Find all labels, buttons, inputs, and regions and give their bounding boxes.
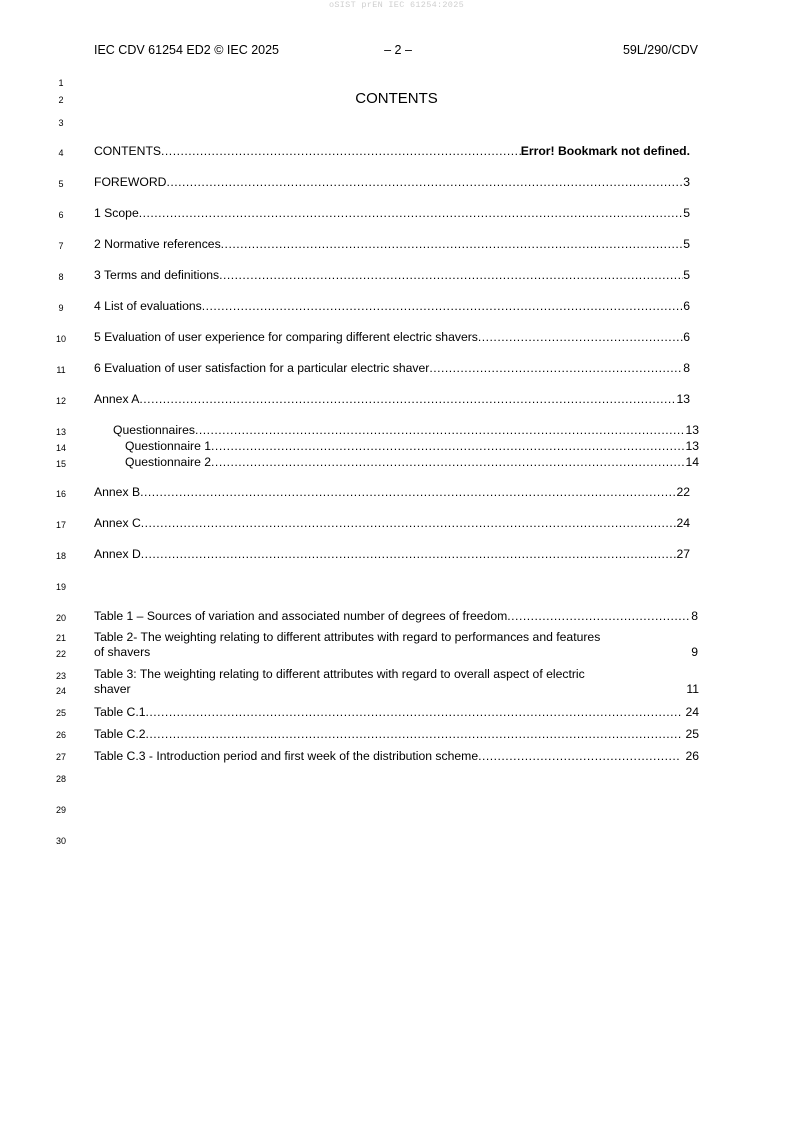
table-entry-title-line1: Table 3: The weighting relating to different attributes with regard to overall aspect of electric <box>94 667 585 681</box>
line-number: 26 <box>55 730 66 740</box>
line-number: 5 <box>58 179 64 189</box>
toc-entry-annex-d[interactable] <box>94 547 690 562</box>
dot-leader <box>195 423 685 438</box>
toc-entry-page: 13 <box>676 392 690 406</box>
toc-entry-title: 6 Evaluation of user satisfaction for a particular electric shaver <box>94 361 430 375</box>
table-entry-page: 9 <box>691 645 698 659</box>
table-entry-title: Table C.3 - Introduction period and first week of the distribution scheme <box>94 749 479 763</box>
table-entry-page: 25 <box>685 727 699 741</box>
line-number: 15 <box>55 459 66 469</box>
dot-leader <box>139 206 683 221</box>
dot-leader <box>507 609 691 624</box>
table-entry-table-2[interactable] <box>94 630 698 660</box>
watermark: oSIST prEN IEC 61254:2025 <box>328 0 465 10</box>
line-number: 8 <box>58 272 64 282</box>
toc-entry-title: Annex D <box>94 547 141 561</box>
line-number: 24 <box>55 686 66 696</box>
line-number: 16 <box>55 489 66 499</box>
toc-entry-title: CONTENTS <box>94 144 162 158</box>
line-number: 14 <box>55 443 66 453</box>
toc-entry-questionnaires[interactable] <box>113 423 699 438</box>
table-entry-table-3[interactable] <box>94 667 699 697</box>
table-entry-page: 8 <box>691 609 698 623</box>
dot-leader <box>219 268 683 283</box>
line-number: 13 <box>55 427 66 437</box>
toc-entry-questionnaire-1[interactable] <box>125 439 699 454</box>
table-entry-title: Table C.1 <box>94 705 146 719</box>
table-entry-page: 24 <box>685 705 699 719</box>
table-entry-table-c2[interactable] <box>94 727 699 742</box>
header-document-id: IEC CDV 61254 ED2 © IEC 2025 <box>94 43 279 57</box>
toc-entry-page: 24 <box>676 516 690 530</box>
table-entry-title-line1: Table 2- The weighting relating to different attributes with regard to performances and features <box>94 630 601 644</box>
line-number: 4 <box>58 148 64 158</box>
toc-entry-contents[interactable] <box>94 144 690 159</box>
line-number: 23 <box>55 671 66 681</box>
toc-entry-scope[interactable] <box>94 206 690 221</box>
table-entry-page: 11 <box>686 682 699 696</box>
toc-entry-normative-references[interactable] <box>94 237 690 252</box>
toc-entry-list-of-evaluations[interactable] <box>94 299 690 314</box>
toc-entry-title: 2 Normative references <box>94 237 221 251</box>
table-entry-table-1[interactable] <box>94 609 698 624</box>
line-number: 12 <box>55 396 66 406</box>
toc-entry-page: 14 <box>685 455 699 469</box>
dot-leader <box>202 299 683 314</box>
line-number: 11 <box>56 365 66 375</box>
line-number: 29 <box>55 805 66 815</box>
toc-entry-annex-c[interactable] <box>94 516 690 531</box>
toc-entry-foreword[interactable] <box>94 175 690 190</box>
toc-entry-title: FOREWORD <box>94 175 167 189</box>
table-entry-table-c1[interactable] <box>94 705 699 720</box>
toc-entry-user-satisfaction[interactable] <box>94 361 690 376</box>
line-number: 1 <box>58 78 64 88</box>
line-number: 17 <box>55 520 66 530</box>
toc-entry-title: Questionnaires <box>113 423 195 437</box>
toc-entry-title: Annex A <box>94 392 140 406</box>
toc-entry-page: 3 <box>683 175 690 189</box>
dot-leader <box>139 392 676 407</box>
line-number: 19 <box>55 582 66 592</box>
dot-leader <box>221 237 684 252</box>
line-number: 3 <box>58 118 64 128</box>
line-number: 2 <box>58 95 64 105</box>
dot-leader <box>141 516 677 531</box>
line-number: 7 <box>58 241 64 251</box>
table-entry-title-line2: shaver <box>94 682 131 696</box>
table-entry-title: Table 1 – Sources of variation and associated number of degrees of freedom <box>94 609 508 623</box>
toc-entry-questionnaire-2[interactable] <box>125 455 699 470</box>
toc-entry-title: Annex C <box>94 516 141 530</box>
toc-entry-page: 27 <box>676 547 690 561</box>
dot-leader <box>429 361 683 376</box>
toc-entry-page: 5 <box>683 206 690 220</box>
toc-entry-title: 4 List of evaluations <box>94 299 202 313</box>
line-number: 25 <box>55 708 66 718</box>
line-number: 9 <box>58 303 64 313</box>
toc-entry-page: 22 <box>676 485 690 499</box>
line-number: 30 <box>55 836 66 846</box>
toc-entry-title: Questionnaire 1 <box>125 439 212 453</box>
table-entry-table-c3[interactable] <box>94 749 699 764</box>
table-entry-title-line2: of shavers <box>94 645 151 659</box>
dot-leader <box>140 485 676 500</box>
toc-entry-title: 1 Scope <box>94 206 139 220</box>
table-entry-page: 26 <box>685 749 699 763</box>
toc-entry-title: 3 Terms and definitions <box>94 268 220 282</box>
dot-leader <box>146 727 682 742</box>
toc-entry-title: Annex B <box>94 485 141 499</box>
toc-entry-page: 6 <box>683 330 690 344</box>
dot-leader <box>161 144 521 159</box>
dot-leader <box>211 439 685 454</box>
toc-entry-page: Error! Bookmark not defined. <box>520 144 690 158</box>
toc-entry-page: 13 <box>685 439 699 453</box>
toc-entry-annex-b[interactable] <box>94 485 690 500</box>
line-number: 18 <box>55 551 66 561</box>
dot-leader <box>211 455 685 470</box>
toc-entry-page: 8 <box>683 361 690 375</box>
page-title: CONTENTS <box>355 90 438 107</box>
toc-entry-page: 6 <box>683 299 690 313</box>
header-reference: 59L/290/CDV <box>622 43 698 57</box>
toc-entry-title: Questionnaire 2 <box>125 455 212 469</box>
dot-leader <box>146 705 682 720</box>
toc-entry-user-experience[interactable] <box>94 330 690 345</box>
header-page-number: – 2 – <box>384 43 412 57</box>
toc-entry-annex-a[interactable] <box>94 392 690 407</box>
dot-leader <box>478 330 683 345</box>
toc-entry-terms-definitions[interactable] <box>94 268 690 283</box>
line-number: 28 <box>55 774 66 784</box>
line-number: 22 <box>55 649 66 659</box>
line-number: 20 <box>55 613 66 623</box>
line-number: 21 <box>55 633 66 643</box>
table-entry-title: Table C.2 <box>94 727 146 741</box>
toc-entry-page: 5 <box>683 268 690 282</box>
line-number: 10 <box>55 334 66 344</box>
toc-entry-page: 5 <box>683 237 690 251</box>
toc-entry-title: 5 Evaluation of user experience for comparing different electric shavers <box>94 330 478 344</box>
line-number: 27 <box>55 752 66 762</box>
toc-entry-page: 13 <box>685 423 699 437</box>
dot-leader <box>478 749 681 764</box>
dot-leader <box>141 547 677 562</box>
dot-leader <box>166 175 683 190</box>
line-number: 6 <box>58 210 64 220</box>
